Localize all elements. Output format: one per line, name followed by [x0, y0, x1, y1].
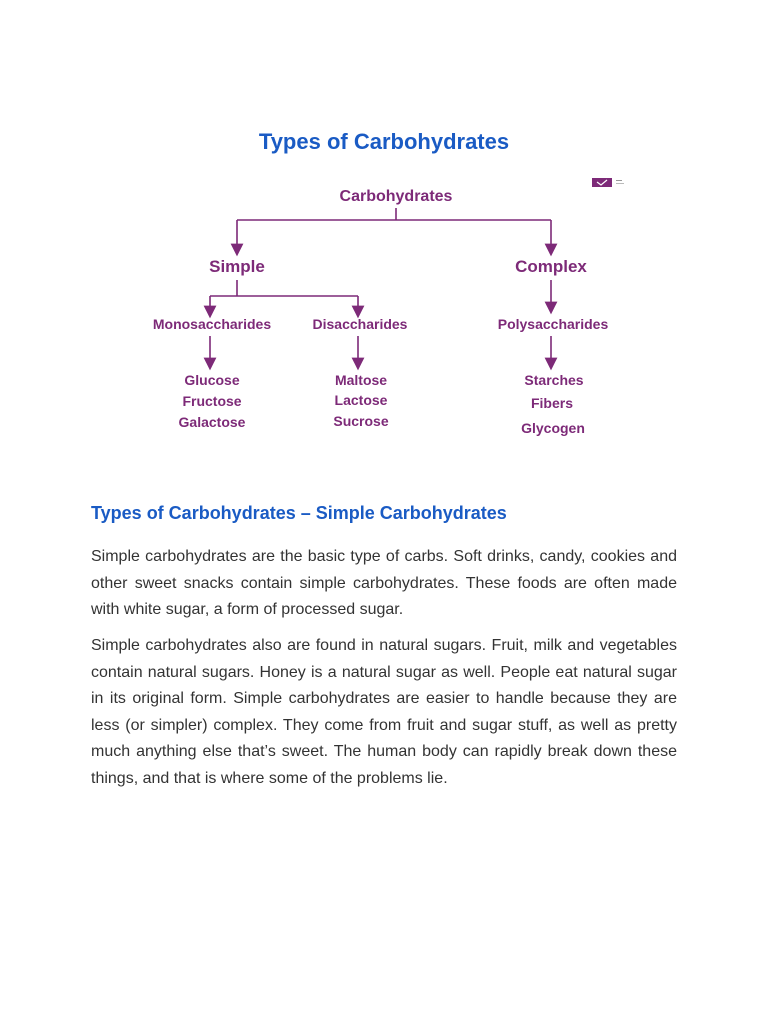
section-heading: Types of Carbohydrates – Simple Carbohydrates [91, 502, 507, 523]
page-title: Types of Carbohydrates [258, 128, 510, 154]
diagram-item-glycogen: Glycogen [521, 420, 585, 436]
diagram-node-polysaccharides: Polysaccharides [497, 316, 609, 332]
diagram-item-maltose: Maltose [334, 372, 388, 388]
body-paragraph: Simple carbohydrates are the basic type of carbs. Soft drinks, candy, cookies and other sweet snacks contain simple carbohydrates. These foods are often made with white sugar, a form of processed sugar. [91, 548, 677, 618]
diagram-item-glucose: Glucose [184, 372, 240, 388]
diagram-root-label: Carbohydrates [339, 188, 453, 205]
diagram-branch-complex: Complex [515, 257, 587, 276]
diagram-connectors [210, 208, 551, 364]
diagram-item-galactose: Galactose [178, 414, 246, 430]
diagram-node-disaccharides: Disaccharides [312, 316, 408, 332]
diagram-item-fructose: Fructose [182, 393, 242, 409]
diagram-item-lactose: Lactose [334, 392, 388, 408]
diagram-branch-simple: Simple [209, 257, 265, 276]
body-paragraph: Simple carbohydrates also are found in natural sugars. Fruit, milk and vegetables contain natural sugars. Honey is a natural sugar as well. People eat natural sugar in its original form. Simple carbohydrates are easier to handle because they are less (or simpler) complex. They come from fruit and sugar stuff, as well as pretty much anything else that’s sweet. The human body can rapidly break down these things, and that is where some of the problems lie. [91, 637, 677, 787]
diagram-item-fibers: Fibers [530, 395, 574, 411]
diagram-node-monosaccharides: Monosaccharides [152, 316, 272, 332]
diagram-item-starches: Starches [524, 372, 584, 388]
carbohydrates-diagram [130, 168, 640, 448]
diagram-item-sucrose: Sucrose [333, 413, 389, 429]
